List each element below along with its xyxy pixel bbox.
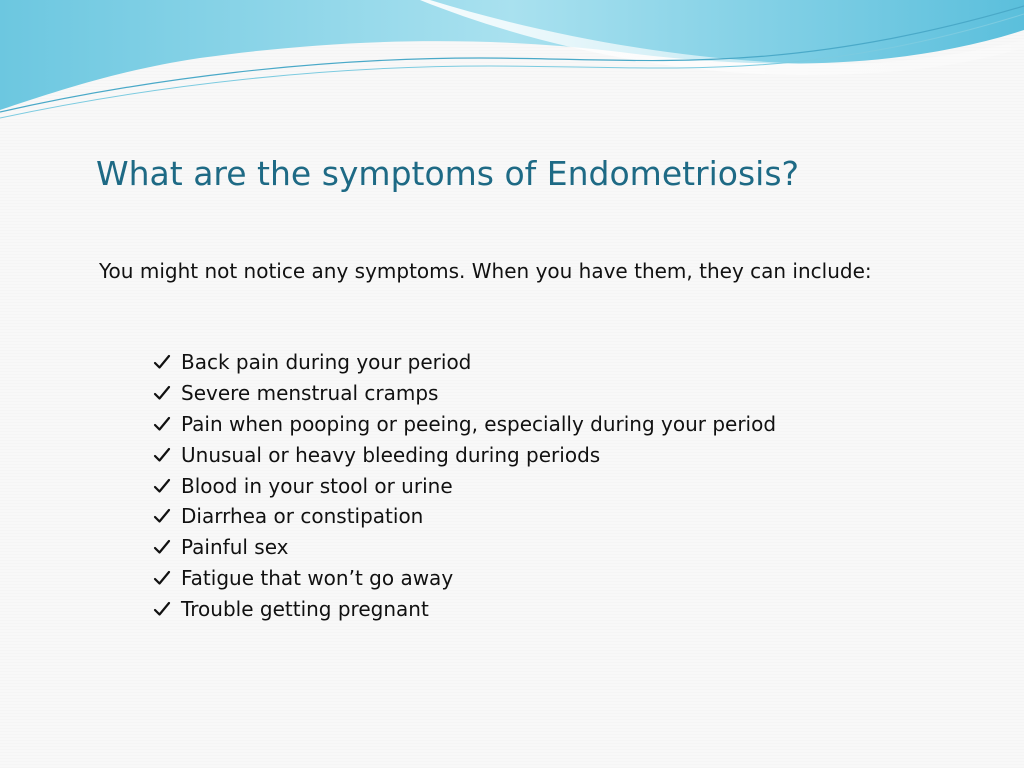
check-icon xyxy=(152,414,172,434)
list-item xyxy=(152,593,776,624)
list-item xyxy=(152,347,776,378)
list-item-label: Trouble getting pregnant xyxy=(181,596,429,621)
list-item xyxy=(152,532,776,563)
list-item-label: Unusual or heavy bleeding during periods xyxy=(181,442,601,467)
list-item-label: Painful sex xyxy=(181,535,289,560)
wave-banner xyxy=(0,0,1024,130)
check-icon xyxy=(152,383,172,403)
list-item-label: Severe menstrual cramps xyxy=(181,381,439,406)
symptom-list xyxy=(152,347,776,624)
list-item-label: Diarrhea or constipation xyxy=(181,504,424,529)
list-item xyxy=(152,501,776,532)
list-item xyxy=(152,439,776,470)
list-item xyxy=(152,409,776,440)
check-icon xyxy=(152,445,172,465)
check-icon xyxy=(152,506,172,526)
intro-paragraph: You might not notice any symptoms. When you have them, they can include: xyxy=(99,259,872,283)
check-icon xyxy=(152,476,172,496)
check-icon xyxy=(152,352,172,372)
check-icon xyxy=(152,599,172,619)
check-icon xyxy=(152,568,172,588)
list-item-label: Back pain during your period xyxy=(181,350,472,375)
list-item-label: Blood in your stool or urine xyxy=(181,473,453,498)
list-item-label: Fatigue that won’t go away xyxy=(181,565,454,590)
list-item xyxy=(152,470,776,501)
check-icon xyxy=(152,537,172,557)
list-item xyxy=(152,378,776,409)
wave-fill xyxy=(0,0,1024,110)
list-item-label: Pain when pooping or peeing, especially during your period xyxy=(181,411,777,436)
page-title: What are the symptoms of Endometriosis? xyxy=(96,154,800,193)
list-item xyxy=(152,563,776,594)
